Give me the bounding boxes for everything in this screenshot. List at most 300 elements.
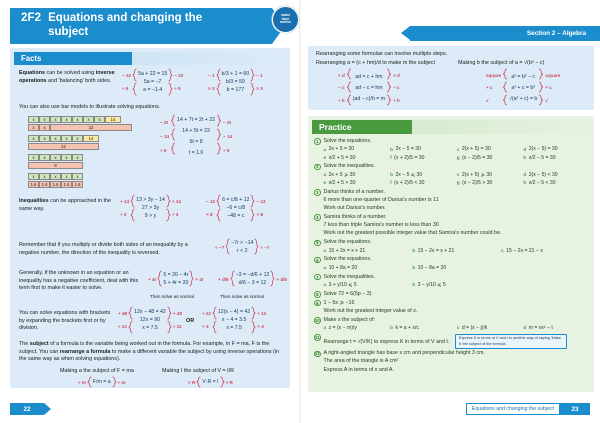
part-label: c	[456, 146, 460, 152]
practice-question	[314, 214, 590, 239]
part-label: b	[390, 172, 393, 178]
part-label: d	[523, 325, 527, 331]
brace-right-icon	[250, 194, 255, 222]
equation-line: x − 4 = 3.5	[221, 317, 247, 323]
op-label: + 48	[118, 311, 128, 316]
op-label: − 14	[223, 133, 233, 139]
op-label: ÷ −7	[215, 244, 225, 250]
part-expression: 15 − 2x = x + 21	[417, 247, 455, 254]
question-number: 3	[314, 189, 321, 196]
question-part	[324, 155, 391, 163]
question-part	[456, 146, 527, 154]
question-number: 11	[315, 334, 320, 340]
question-body	[324, 317, 591, 334]
worked-negative-2	[218, 270, 287, 288]
part-expression: k = a + x/c	[395, 325, 419, 332]
equation-line: ad = c + hm	[355, 74, 383, 80]
part-label: h	[523, 180, 527, 186]
part-label: b	[390, 146, 393, 152]
part-expression: 2x + 5 ⩾ 30	[328, 171, 356, 178]
inequality-line: 13 > 3y − 14	[136, 197, 165, 203]
question-number: 5	[314, 240, 321, 247]
bar-row: x x x x x	[28, 173, 132, 180]
question-part	[390, 155, 457, 163]
question-part	[324, 146, 391, 154]
op-label: square	[545, 72, 561, 78]
part-expression: 15 + 2x = x + 21	[328, 247, 366, 254]
question-number: 7	[314, 274, 321, 281]
question-part	[324, 180, 391, 188]
part-expression: 2(x − 5) = 30	[528, 146, 558, 153]
brace-right-icon	[189, 270, 194, 288]
part-expression: 3 + y/10 ⩽ 5	[328, 282, 357, 288]
bar-row: 22	[28, 143, 132, 150]
inequalities-text: Inequalities can be approached in the same way.	[19, 198, 112, 212]
op-label: ÷ m	[78, 379, 86, 385]
part-expression: (x + 2)/5 < 30	[394, 179, 425, 186]
question-number: 12	[314, 351, 320, 357]
question-line: Solve the equations.	[323, 256, 372, 263]
part-expression: x/2 − 5 < 30	[528, 179, 556, 186]
rearranging-right-steps	[486, 68, 560, 108]
question-part	[390, 172, 457, 180]
question-part	[456, 179, 527, 188]
equation-line: 12(x − 4) = 42	[217, 309, 251, 315]
equation-line: (ad − c)/h = m	[352, 96, 386, 102]
op-label: × 8	[206, 212, 213, 217]
question-line: 6 more than one-quarter of Darius's number is 11	[323, 196, 439, 203]
brace-right-icon	[538, 68, 544, 108]
practice-panel	[308, 116, 594, 392]
equation-line: 5 + 4r = 20	[163, 280, 189, 286]
question-part	[412, 265, 501, 273]
page-right	[300, 0, 600, 423]
rearranging-left-caption: Rearranging a = (c + hm)/d to make m the subject	[316, 60, 435, 66]
equation-line: 5a = −7	[143, 79, 162, 85]
op-label: + 14	[171, 199, 181, 204]
practice-question	[314, 274, 590, 291]
bar-model-group	[28, 116, 132, 189]
part-label: f	[390, 154, 392, 160]
practice-question	[314, 350, 590, 375]
part-expression: (x + 2)/5 = 30	[394, 154, 425, 161]
bar-row: x x x x x x x 14	[28, 116, 132, 123]
part-expression: z = (x − m)/y	[328, 325, 357, 332]
part-expression: 10 − 8a = 20	[417, 264, 447, 271]
inequality-line: 6 = c/8 + 12	[222, 197, 250, 203]
inequality-line: −48 = c	[227, 213, 245, 219]
question-line: Solve the equations.	[323, 239, 372, 246]
question-body	[324, 274, 591, 291]
op-label: square	[486, 72, 502, 78]
subject-paragraph: The subject of a formula is the variable being worked out in the formula. For example, in F = ma, F is the subject. You can rearrange a formula to make a different variable the subject by using inverse operations (in the same way as when solving equations).	[19, 341, 280, 363]
op-label: × R	[225, 379, 233, 385]
question-line: Work out the greatest integer value of x.	[323, 307, 418, 314]
brace-right-icon	[386, 68, 392, 108]
chapter-title: Equations and changing the subject	[48, 12, 203, 38]
op-label: + 4r	[195, 276, 204, 282]
question-line: 7 less than triple Samira's number is less than 30	[323, 222, 439, 229]
practice-question	[314, 291, 590, 299]
part-label: b	[412, 282, 416, 288]
question-part	[323, 282, 416, 290]
brace-right-icon	[216, 114, 222, 158]
op-label: ÷ 5	[160, 147, 167, 153]
brace-right-icon	[250, 68, 255, 96]
equation-line: F/m = a	[92, 379, 111, 385]
op-label: × d	[338, 72, 345, 78]
part-expression: (x − 2)/5 = 30	[462, 154, 493, 161]
question-part	[523, 180, 590, 188]
or-label: OR	[186, 318, 195, 324]
question-number: 6	[314, 257, 321, 264]
part-label: a	[323, 146, 327, 152]
brace-right-icon	[220, 376, 225, 388]
bar-row: 1.6 1.6 1.6 1.6 1.6	[28, 181, 132, 188]
bar-row: x x x x x 14	[28, 135, 132, 142]
op-label: + d/6	[276, 276, 287, 282]
question-number: 2	[314, 164, 321, 171]
question-parts-row	[324, 180, 591, 188]
op-label: ÷ 5	[174, 86, 181, 91]
op-label: − 14	[160, 133, 170, 139]
brace-right-icon	[251, 306, 256, 334]
question-body	[324, 256, 591, 273]
inequality-line: 27 > 3y	[141, 205, 160, 211]
part-expression: x/2 + 5 > 30	[328, 179, 356, 186]
equation-line: 5 = 20 − 4r	[163, 272, 189, 278]
op-label: − 12	[256, 199, 266, 204]
brace-right-icon	[167, 306, 172, 334]
brace-right-icon	[168, 68, 173, 96]
question-number: 4	[314, 214, 321, 221]
op-label: ÷ 12	[257, 311, 267, 316]
part-label: b	[412, 265, 416, 271]
question-part	[324, 325, 391, 333]
op-label: ÷ 12	[118, 324, 127, 329]
part-expression: 2(x + 5) = 30	[461, 146, 491, 153]
op-label: ÷ 12	[172, 324, 182, 329]
op-label: √	[486, 98, 489, 104]
question-body	[324, 300, 591, 316]
question-part	[501, 248, 590, 256]
question-line: Make x the subject of:	[323, 316, 376, 323]
op-label: − 22	[174, 73, 184, 78]
question-part	[323, 247, 416, 256]
question-line: Work out Darius's number.	[323, 205, 386, 212]
part-expression: m = vx² − t	[528, 325, 553, 332]
footer-topic-label: Equations and changing the subject	[466, 403, 560, 415]
question-part	[456, 171, 527, 180]
equation-line: b/3 = 59	[225, 79, 245, 85]
op-label: − c	[338, 85, 345, 91]
op-label: ÷ 5	[223, 147, 230, 153]
equation-line: x = 7.5	[226, 325, 242, 331]
question-body	[324, 291, 591, 299]
question-part	[523, 146, 590, 154]
practice-question	[314, 317, 590, 334]
facts-intro-text: Equations can be solved using inverse operations and 'balancing' both sides.	[19, 70, 115, 84]
badge-line-2: time	[281, 16, 290, 21]
worked-negative-1	[148, 270, 204, 288]
part-label: f	[390, 180, 392, 186]
question-line: Solve the inequalities.	[323, 273, 376, 280]
publisher-badge-icon	[272, 6, 299, 33]
equation-line: ad − c = hm	[355, 85, 383, 91]
question-line: A right-angled triangle has base x cm and perpendicular height 3 cm.	[323, 350, 485, 357]
op-label: + 48	[172, 311, 182, 316]
equation-line: 5a + 22 = 15	[138, 71, 168, 77]
page-number-right: 23	[560, 403, 590, 415]
practice-question	[314, 300, 590, 316]
rearranging-right-caption: Making b the subject of a = √(b² − c)	[458, 60, 545, 66]
inequality-line: −6 = c/8	[226, 205, 246, 211]
op-label: + 4r	[148, 276, 157, 282]
op-label: × 3	[208, 86, 215, 91]
question-line: Solve the inequalities.	[323, 163, 376, 170]
practice-question	[314, 239, 590, 256]
practice-tab-fade	[412, 120, 590, 134]
op-label: − 1	[256, 73, 263, 78]
part-expression: 15 − 2x = 21 − x	[506, 247, 543, 254]
bar-model-intro: You can also use bar models to illustrate solving equations.	[19, 104, 161, 110]
equation-line: t = 1.6	[188, 149, 204, 156]
equation-line: √(a² + c) = b	[509, 96, 538, 102]
question-body	[324, 350, 591, 375]
question-line: Darius thinks of a number.	[323, 188, 386, 195]
part-label: b	[390, 325, 393, 331]
equation-line: 12x = 90	[139, 317, 160, 323]
op-label: × 8	[256, 212, 263, 217]
question-line: Solve 72 = 6(5p − 3)	[323, 290, 372, 297]
equation-line: b/3 + 1 = 60	[221, 71, 250, 77]
part-label: b	[412, 248, 416, 254]
equation-line: d/6 − 3 = 12	[238, 280, 267, 286]
worked-brackets-2	[202, 306, 266, 334]
facts-tab-fade	[132, 52, 286, 65]
part-label: a	[323, 265, 327, 271]
question-line: The area of the triangle is A cm²	[323, 358, 399, 365]
question-part	[412, 282, 501, 290]
subject-caption-b: Making I the subject of V = I/R	[162, 368, 235, 374]
part-label: c	[501, 248, 504, 254]
part-expression: 2(x − 5) < 30	[528, 171, 558, 178]
brace-right-icon	[166, 194, 171, 222]
question-part	[523, 155, 590, 163]
op-label: − c	[393, 85, 400, 91]
question-body	[324, 138, 591, 163]
op-label: √	[545, 98, 548, 104]
part-label: e	[323, 154, 327, 160]
practice-tab-label: Practice	[312, 120, 412, 134]
equation-line: −3 = −d/6 + 12	[235, 272, 270, 278]
part-expression: x/2 + 5 = 30	[328, 154, 356, 161]
hint-callout: Express K in terms of V and t is another way of saying 'Make K the subject of the formula'.	[455, 334, 567, 349]
part-expression: 10 + 8a = 20	[328, 264, 358, 271]
rearranging-intro: Rearranging some formulae can involve multiple steps.	[316, 51, 448, 57]
part-label: c	[456, 172, 460, 178]
practice-question-list	[314, 138, 590, 375]
bar-row: 8	[28, 162, 132, 169]
part-label: h	[523, 154, 527, 160]
page-number-left: 22	[10, 403, 44, 415]
part-label: a	[323, 172, 327, 178]
worked-inequality-3	[215, 238, 269, 256]
part-expression: x/2 − 5 = 30	[528, 154, 556, 161]
op-label: + c	[486, 85, 493, 91]
op-label: × d	[393, 72, 400, 78]
badge-line-1: make	[280, 13, 291, 18]
part-label: c	[456, 325, 460, 331]
op-label: + 14	[120, 199, 130, 204]
op-label: ÷ 5	[122, 86, 129, 91]
op-label: ÷ h	[338, 98, 345, 104]
then-solve-label-1: Then solve as normal	[150, 294, 194, 299]
equation-line: 14 + 7t = 2t + 22	[177, 116, 216, 123]
question-line: Express A in terms of x and A.	[323, 366, 394, 373]
facts-body	[10, 66, 290, 388]
question-body	[324, 214, 591, 239]
op-label: × 3	[256, 86, 263, 91]
op-label: + 4	[257, 324, 264, 329]
question-part	[323, 264, 416, 273]
brace-right-icon	[254, 238, 259, 256]
op-label: + c	[545, 85, 552, 91]
question-line: Work out the greatest possible integer value that Samira's number could be.	[323, 230, 502, 237]
question-parts-row	[324, 282, 591, 290]
question-body	[324, 163, 591, 188]
practice-question	[314, 189, 590, 214]
chapter-code: 2F2	[21, 12, 42, 25]
section-tab: Section 2 – Algebra	[410, 26, 600, 41]
facts-tab-label: Facts	[14, 52, 132, 65]
negative-inequality-note: Remember that if you multiply or divide both sides of an inequality by a negative number, the direction of the inequality is reversed.	[19, 242, 188, 256]
part-expression: 2x + 5 = 30	[328, 146, 355, 153]
worked-subject-1	[78, 376, 126, 388]
inequality-line: r < 2	[236, 248, 248, 254]
op-label: + 4	[202, 324, 209, 329]
equation-line: 14 + 5t = 22	[182, 127, 210, 134]
then-solve-label-2: Then solve as normal	[220, 294, 264, 299]
question-part	[523, 172, 590, 180]
question-line: Samira thinks of a number.	[323, 213, 387, 220]
equation-line: a² = b² − c	[511, 74, 536, 80]
question-line: Rearrange t = √(V/K) to express K in terms of V and t.Express K in terms of V and t is another way of saying 'Make K the subject of the formula'.	[324, 334, 591, 349]
question-line: 1 − 5x ⩾ −16	[323, 299, 355, 306]
equation-line: a² + c = b²	[511, 85, 536, 91]
question-number: 9	[314, 300, 321, 307]
part-label: e	[323, 180, 327, 186]
question-part	[412, 248, 501, 256]
op-label: ÷ 12	[202, 311, 211, 316]
question-part	[390, 325, 457, 333]
brace-right-icon	[270, 270, 275, 288]
brace-right-icon	[112, 376, 117, 388]
op-label: − 2t	[223, 119, 232, 125]
question-body	[324, 239, 591, 256]
worked-equation-3	[160, 114, 232, 158]
question-parts-row	[324, 172, 591, 180]
part-expression: 3 − y/10 ⩽ 5	[417, 282, 446, 288]
worked-equation-1	[122, 68, 183, 96]
question-number: 1	[314, 138, 321, 145]
equation-line: a = −1.4	[143, 87, 163, 93]
question-parts-row	[324, 155, 591, 163]
part-expression: d = (x − j)/k	[461, 325, 488, 332]
rearranging-panel	[308, 46, 594, 110]
op-label: ÷ m	[117, 379, 126, 385]
part-expression: 2x − 5 = 30	[395, 146, 421, 153]
page-gutter	[299, 0, 301, 423]
part-label: a	[323, 248, 327, 254]
question-number: 10	[314, 317, 320, 323]
question-parts-row	[324, 248, 591, 256]
question-part	[390, 180, 457, 188]
bar-row: x x x x x	[28, 154, 132, 161]
question-parts-row	[324, 325, 591, 333]
chapter-header	[10, 8, 272, 44]
question-line: Solve the equations.	[323, 138, 372, 144]
question-part	[523, 325, 590, 333]
footer-right	[466, 403, 590, 415]
practice-question	[314, 256, 590, 273]
question-body	[324, 189, 591, 214]
facts-panel	[10, 48, 290, 388]
equation-line: 12x − 48 = 42	[134, 309, 166, 315]
part-label: d	[523, 172, 527, 178]
part-label: a	[323, 325, 327, 331]
worked-brackets-1	[118, 306, 182, 334]
question-part	[390, 146, 457, 154]
part-label: g	[456, 180, 460, 186]
inequality-line: −7r > −14	[231, 240, 254, 246]
part-label: a	[323, 282, 327, 288]
equation-line: b = 177	[226, 87, 245, 93]
op-label: + d/6	[218, 276, 229, 282]
rearranging-left-steps	[338, 68, 400, 108]
badge-line-3: maths	[279, 20, 292, 25]
equation-line: x = 7.5	[142, 325, 158, 331]
op-label: ÷ −7	[260, 244, 270, 250]
generally-text: Generally, if the unknown in an equation or an inequality has a negative coefficient, deal with this term first to make it easier to solve.	[19, 270, 139, 292]
practice-question	[314, 138, 590, 163]
op-label: − 1	[208, 73, 215, 78]
question-number: 8	[314, 291, 321, 298]
part-label: g	[456, 154, 460, 160]
part-expression: (x − 2)/5 > 30	[462, 179, 493, 186]
op-label: ÷ h	[393, 98, 400, 104]
worked-inequality-1	[120, 194, 181, 222]
op-label: − 22	[122, 73, 132, 78]
equation-line: V·R = I	[202, 379, 219, 385]
question-parts-row	[324, 265, 591, 273]
op-label: ÷ 3	[171, 212, 179, 217]
part-expression: 2x − 5 ⩽ 30	[395, 171, 423, 178]
bar-row: x x 22	[28, 124, 132, 131]
question-parts-row	[324, 146, 591, 154]
op-label: − 12	[206, 199, 216, 204]
equation-line: 5t = 8	[189, 138, 203, 145]
subject-caption-a: Making a the subject of F = ma	[60, 368, 134, 374]
practice-question	[314, 334, 590, 350]
question-part	[456, 325, 527, 333]
op-label: − 2t	[160, 119, 169, 125]
question-part	[324, 172, 391, 180]
question-body	[324, 334, 591, 350]
worked-equation-2	[208, 68, 263, 96]
practice-question	[314, 163, 590, 188]
inequality-line: 9 > y	[144, 213, 157, 219]
